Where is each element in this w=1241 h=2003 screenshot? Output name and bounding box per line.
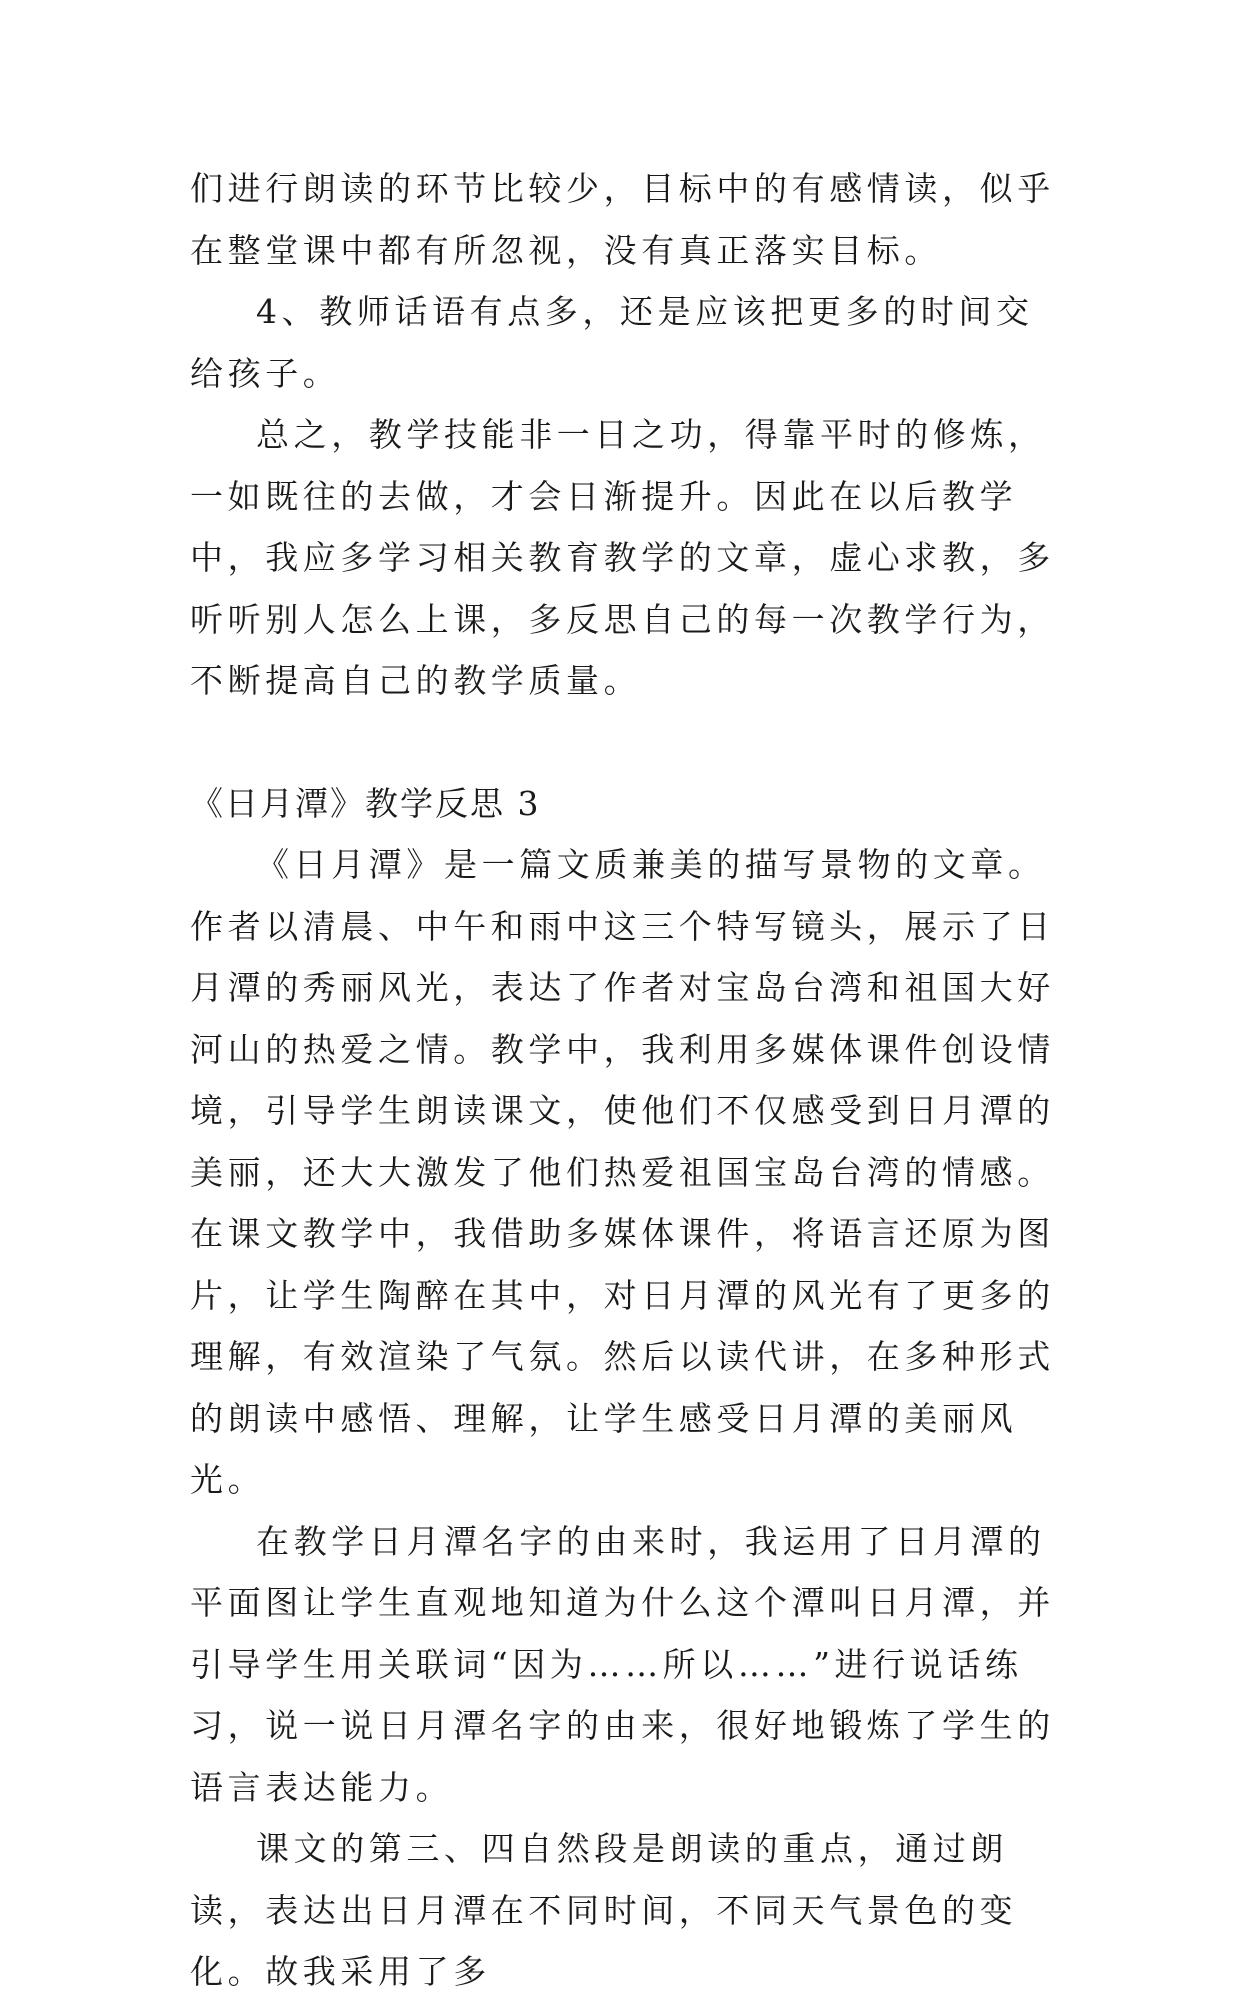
body-paragraph-1: 《日月潭》是一篇文质兼美的描写景物的文章。作者以清晨、中午和雨中这三个特写镜头，展示了日月潭的秀丽风光，表达了作者对宝岛台湾和祖国大好河山的热爱之情。教学中，我利用多媒体课件创设情境，引导学生朗读课文，使他们不仅感受到日月潭的美丽，还大大激发了他们热爱祖国宝岛台湾的情感。在课文教学中，我借助多媒体课件，将语言还原为图片，让学生陶醉在其中，对日月潭的风光有了更多的理解，有效渲染了气氛。然后以读代讲，在多种形式的朗读中感悟、理解，让学生感受日月潭的美丽风光。 (190, 845, 1055, 1499)
body-paragraph-2: 在教学日月潭名字的由来时，我运用了日月潭的平面图让学生直观地知道为什么这个潭叫日月潭，并引导学生用关联词“因为……所以……”进行说话练习，说一说日月潭名字的由来，很好地锻炼了学生的语言表达能力。 (190, 1521, 1055, 1807)
summary-paragraph: 总之，教学技能非一日之功，得靠平时的修炼，一如既往的去做，才会日渐提升。因此在以后教学中，我应多学习相关教育教学的文章，虚心求教，多听听别人怎么上课，多反思自己的每一次教学行为，不断提高自己的教学质量。 (190, 415, 1055, 700)
document-page (190, 158, 1060, 2003)
point-4-paragraph: 4、教师话语有点多，还是应该把更多的时间交给孩子。 (190, 292, 1034, 393)
section-gap (190, 712, 1060, 773)
continued-paragraph: 们进行朗读的环节比较少，目标中的有感情读，似乎在整堂课中都有所忽视，没有真正落实目标。 (190, 169, 1055, 270)
section-title: 《日月潭》教学反思 3 (190, 783, 541, 823)
body-paragraph-3: 课文的第三、四自然段是朗读的重点，通过朗读，表达出日月潭在不同时间，不同天气景色的变化。故我采用了多 (190, 1829, 1018, 1991)
